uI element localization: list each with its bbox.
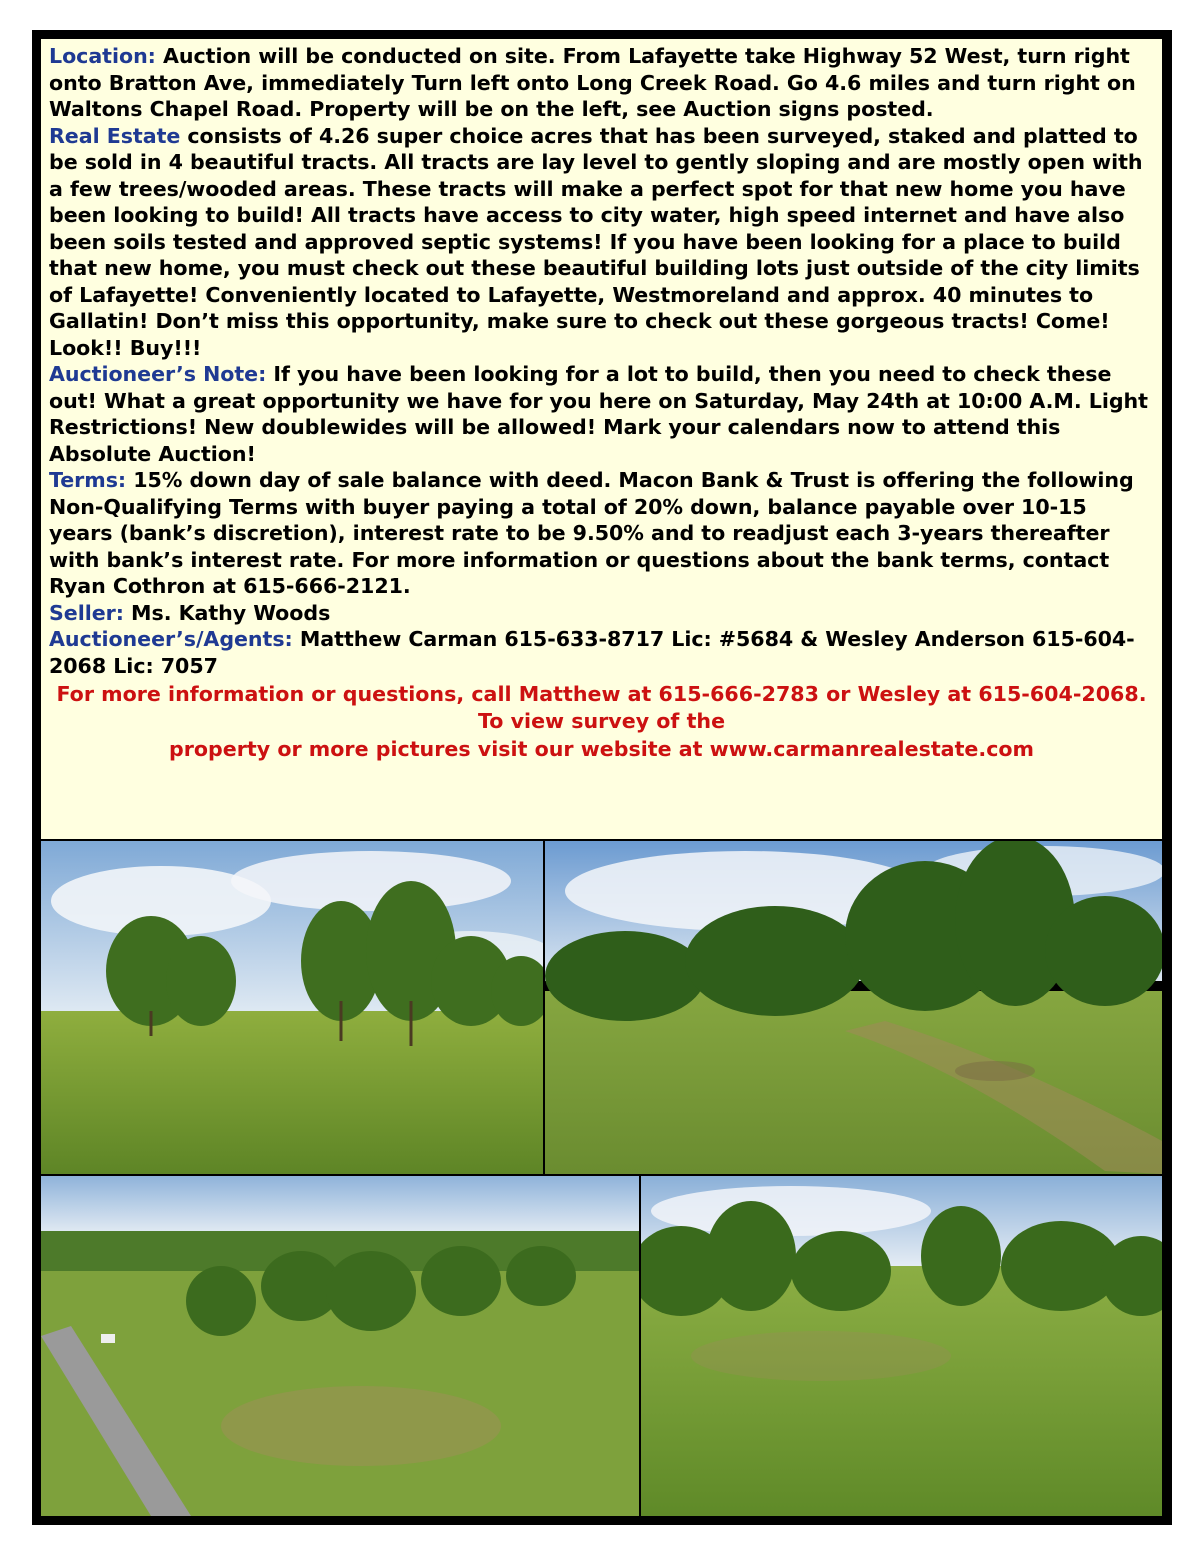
location-label: Location: [49, 44, 156, 68]
agents-paragraph [49, 626, 1154, 679]
location-text: Auction will be conducted on site. From Lafayette take Highway 52 West, turn right onto Bratton Ave, immediately Turn left onto Long Creek Road. Go 4.6 miles and turn right on Waltons Chapel Road. Property will be on the left, see Auction signs posted. [49, 44, 1136, 121]
property-photo-mowed-field [545, 841, 1162, 1174]
seller-paragraph [49, 600, 1154, 627]
property-photo-grassy-slope [641, 1176, 1162, 1516]
auctioneer-note-paragraph [49, 361, 1154, 467]
seller-label: Seller: [49, 600, 124, 625]
terms-paragraph [49, 467, 1154, 600]
listing-details-panel [41, 39, 1162, 839]
property-photo-aerial-road [41, 1176, 639, 1516]
contact-line-1: For more information or questions, call Matthew at 615-666-2783 or Wesley at 615-604-2068. To view survey of the [56, 682, 1147, 733]
agents-label: Auctioneer’s/Agents: [49, 627, 293, 651]
real-estate-paragraph [49, 123, 1154, 362]
auctioneer-note-label: Auctioneer’s Note: [49, 362, 267, 386]
real-estate-text: consists of 4.26 super choice acres that has been surveyed, staked and platted to be sold in 4 beautiful tracts. All tracts are lay level to gently sloping and are mostly open with a few trees/wooded areas. These tracts will make a perfect spot for that new home you have been looking to build! All tracts have access to city water, high speed internet and have also been soils tested and approved septic systems! If you have been looking for a place to build that new home, you must check out these beautiful building lots just outside of the city limits of Lafayette! Conveniently located to Lafayette, Westmoreland and approx. 40 minutes to Gallatin! Don’t miss this opportunity, make sure to check out these gorgeous tracts! Come! Look!! Buy!!! [49, 123, 1143, 360]
website-line: property or more pictures visit our website at www.carmanrealestate.com [168, 737, 1035, 761]
auctioneer-note-text: If you have been looking for a lot to build, then you need to check these out! What a great opportunity we have for you here on Saturday, May 24th at 10:00 A.M. Light Restrictions! New doublewides will be allowed! Mark your calendars now to attend this Absolute Auction! [49, 362, 1148, 466]
location-paragraph [49, 43, 1154, 123]
terms-label: Terms: [49, 468, 127, 492]
property-photo-field-trees [41, 841, 543, 1174]
terms-text: 15% down day of sale balance with deed. Macon Bank & Trust is offering the following Non-Qualifying Terms with buyer paying a total of 20% down, balance payable over 10-15 years (bank’s discretion), interest rate to be 9.50% and to readjust each 3-years thereafter with bank’s interest rate. For more information or questions about the bank terms, contact Ryan Cothron at 615-666-2121. [49, 468, 1134, 598]
real-estate-label: Real Estate [49, 123, 181, 148]
agents-text: Matthew Carman 615-633-8717 Lic: #5684 & Wesley Anderson 615-604-2068 Lic: 7057 [49, 627, 1135, 678]
seller-text: Ms. Kathy Woods [123, 600, 331, 625]
